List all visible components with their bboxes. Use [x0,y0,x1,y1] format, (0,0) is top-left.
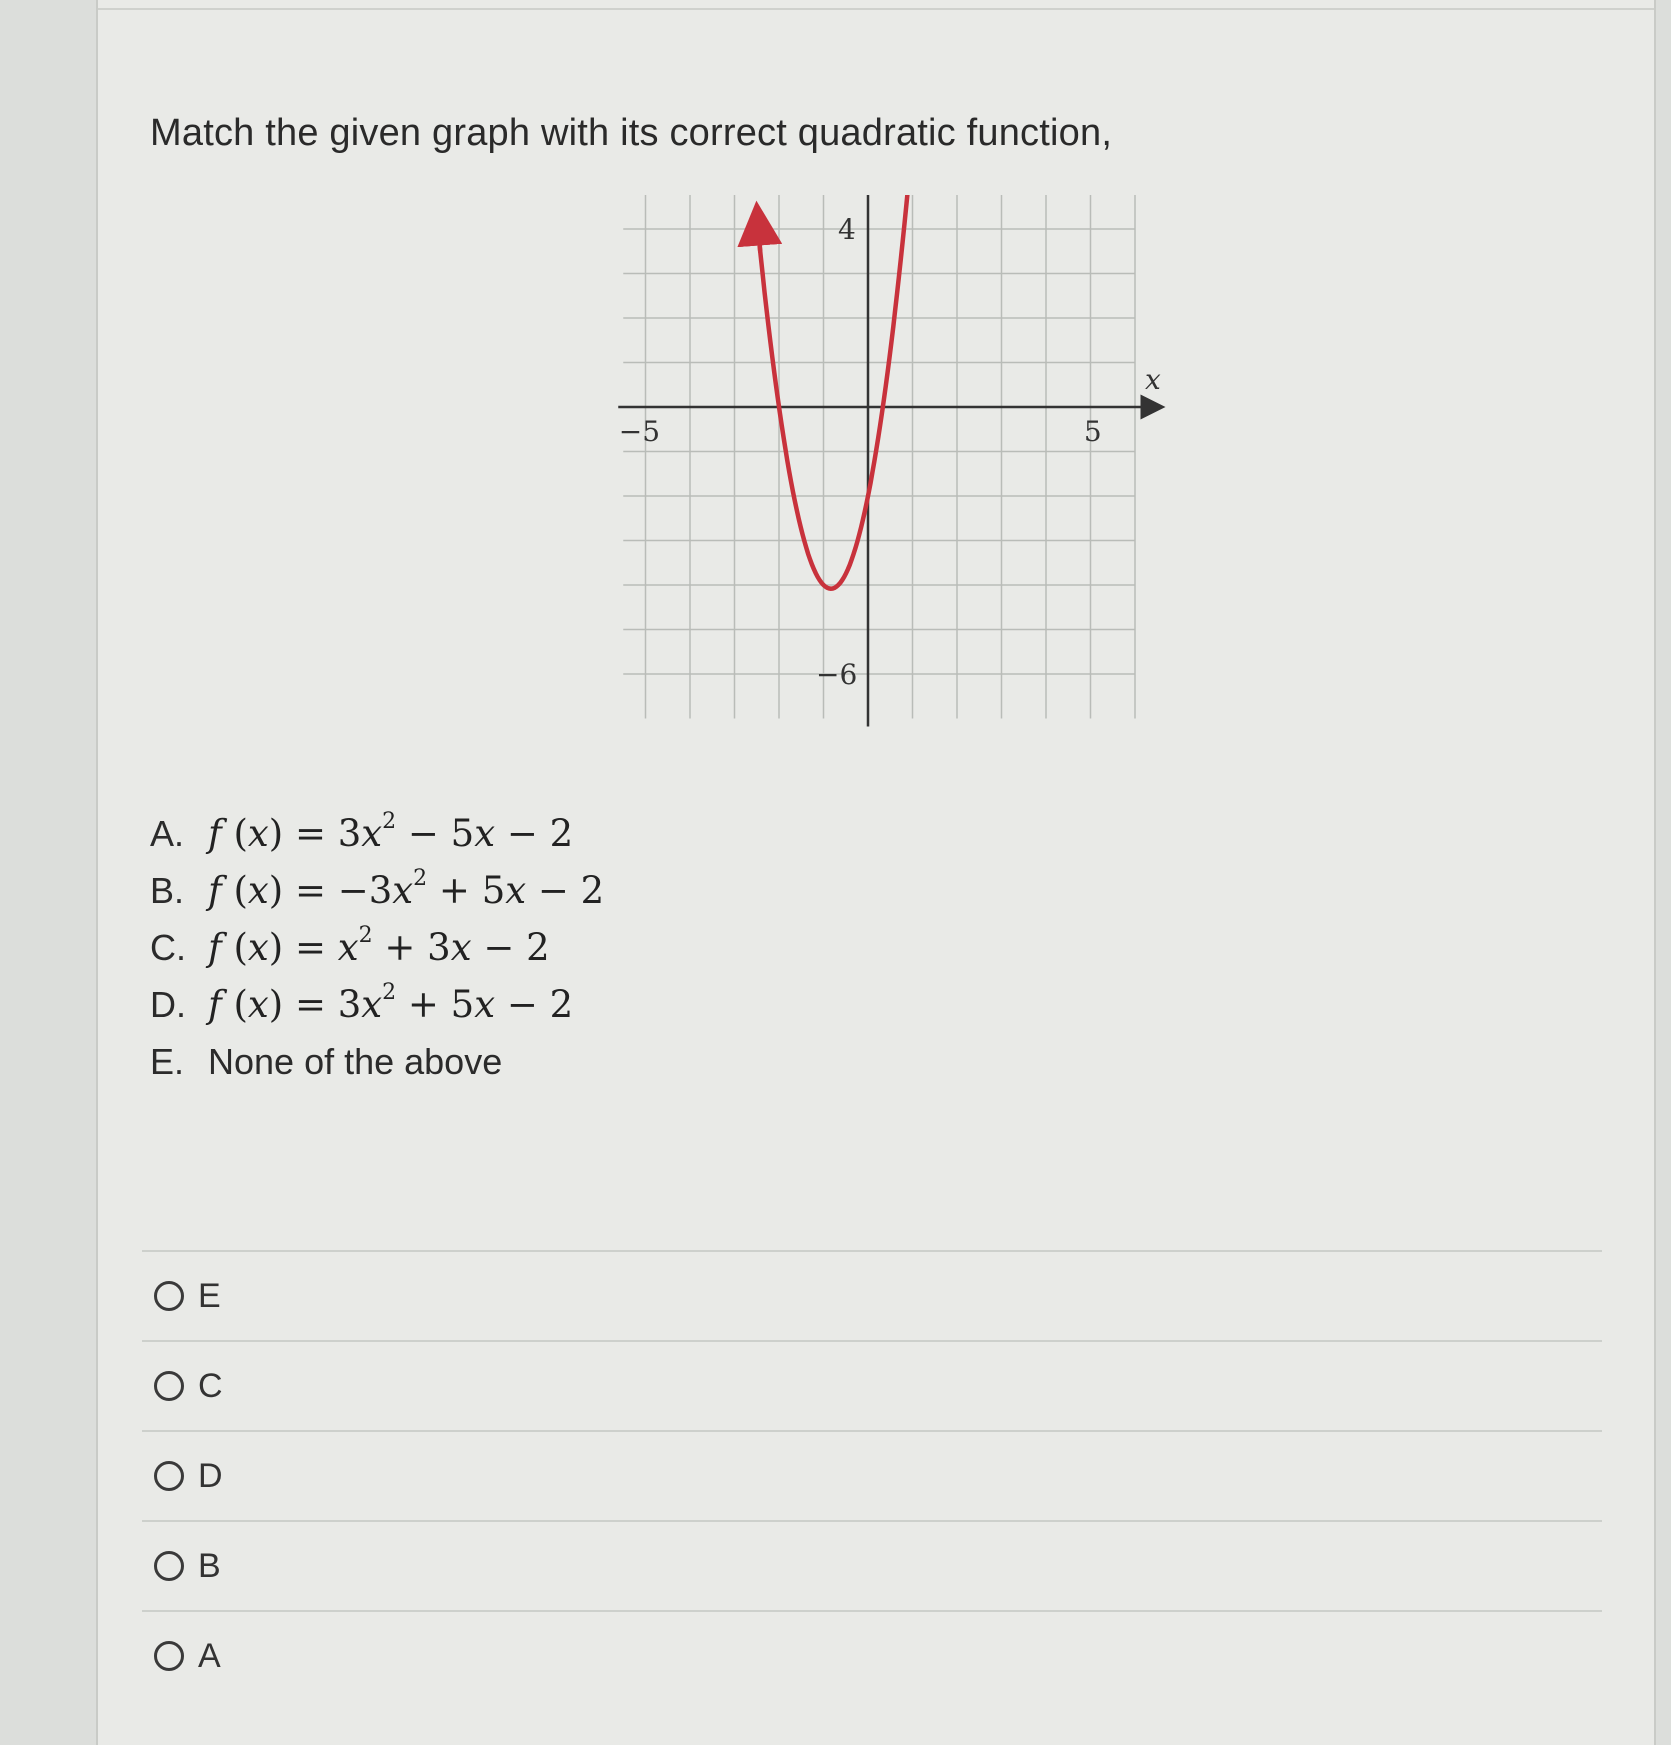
option-3 [150,919,604,976]
answer-option-e[interactable] [142,1252,1602,1340]
answer-label: B [198,1546,221,1585]
y-tick-label-4: 4 [838,213,856,246]
graph-curve-group [758,195,911,589]
radio-button[interactable] [154,1641,184,1671]
answer-option-c[interactable] [142,1342,1602,1430]
option-4 [150,976,604,1033]
option-letter: C. [150,926,186,968]
option-equation: f $(x) = 3x^2 - 5x - 2$ [208,809,574,855]
graph-axes [618,195,1153,726]
answer-label: D [198,1456,223,1495]
answer-option-d[interactable] [142,1432,1602,1520]
graph-labels [619,195,1161,691]
answer-list [142,1250,1602,1700]
question-prompt: Match the given graph with its correct quadratic function, [150,112,1113,154]
option-1 [150,805,604,862]
option-5 [150,1033,604,1090]
option-text: None of the above [208,1040,503,1082]
radio-button[interactable] [154,1461,184,1491]
option-letter: D. [150,983,186,1025]
option-equation: f $(x) = x^2 + 3x - 2$ [208,923,550,969]
option-letter: B. [150,869,185,911]
radio-button[interactable] [154,1551,184,1581]
parabola-graph [578,195,1258,775]
option-letter: E. [150,1040,185,1082]
question-card [96,0,1656,1745]
x-axis-label: x [1145,363,1161,396]
answer-label: C [198,1366,223,1405]
curve-arrow-left [758,223,760,253]
graph-grid [623,195,1135,718]
y-tick-label-neg6: −6 [816,658,858,691]
option-letter: A. [150,812,185,854]
radio-button[interactable] [154,1281,184,1311]
x-tick-label-5: 5 [1083,415,1102,448]
option-equation: f $(x) = -3x^2 + 5x - 2$ [208,866,605,912]
parabola-curve [759,195,910,589]
x-tick-label-neg5: −5 [618,415,661,448]
graph-svg [578,195,1258,775]
radio-button[interactable] [154,1371,184,1401]
answer-option-b[interactable] [142,1522,1602,1610]
option-equation: f $(x) = 3x^2 + 5x - 2$ [208,980,574,1026]
answer-option-a[interactable] [142,1612,1602,1700]
answer-label: A [198,1636,221,1675]
option-list [150,805,604,1090]
answer-label: E [198,1276,221,1315]
option-2 [150,862,604,919]
card-top-border [98,8,1654,10]
